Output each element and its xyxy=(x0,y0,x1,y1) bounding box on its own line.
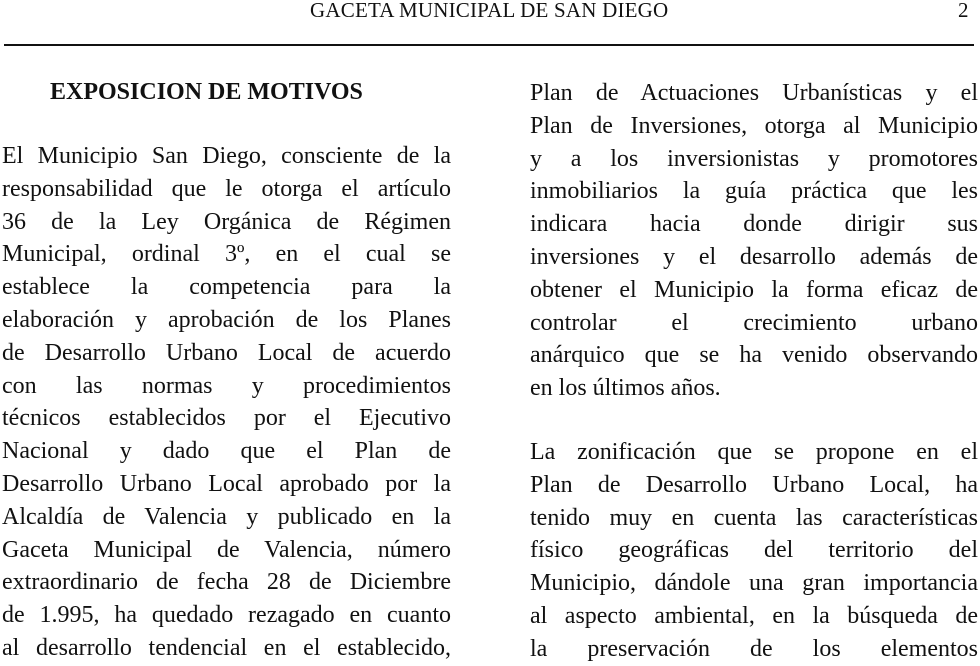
text-line: El Municipio San Diego, consciente de la xyxy=(2,143,451,169)
text-line: indicara hacia donde dirigir sus xyxy=(530,211,978,238)
gazette-title: GACETA MUNICIPAL DE SAN DIEGO xyxy=(310,0,669,22)
text-line: anárquico que se ha venido observando xyxy=(530,342,978,369)
text-line: con las normas y procedimientos xyxy=(2,372,451,399)
text-line: inversiones y el desarrollo además de xyxy=(530,243,978,270)
text-line: extraordinario de fecha 28 de Diciembre xyxy=(2,569,451,596)
text-line: la preservación de los elementos xyxy=(530,635,978,662)
text-line: en los últimos años. xyxy=(530,375,721,402)
text-line: Municipal, ordinal 3º, en el cual se xyxy=(2,241,451,268)
page-number: 2 xyxy=(958,0,969,22)
text-line: Plan de Actuaciones Urbanísticas y el xyxy=(530,80,978,106)
text-line: Gaceta Municipal de Valencia, número xyxy=(2,536,451,563)
text-line: físico geográficas del territorio del xyxy=(530,537,978,564)
text-line: establece la competencia para la xyxy=(2,274,451,301)
text-line: Plan de Inversiones, otorga al Municipio xyxy=(530,112,978,139)
text-line: 36 de la Ley Orgánica de Régimen xyxy=(2,208,451,235)
text-line: y a los inversionistas y promotores xyxy=(530,145,978,172)
text-line: obtener el Municipio la forma eficaz de xyxy=(530,276,978,303)
text-line: de Desarrollo Urbano Local de acuerdo xyxy=(2,339,451,366)
text-line: Alcaldía de Valencia y publicado en la xyxy=(2,503,451,530)
text-line: al desarrollo tendencial en el establecido, xyxy=(2,634,451,661)
paragraph-spacer xyxy=(530,405,978,436)
text-line: Municipio, dándole una gran importancia xyxy=(530,570,978,597)
paragraph xyxy=(530,77,978,405)
text-line: controlar el crecimiento urbano xyxy=(530,309,978,336)
header-divider xyxy=(4,44,974,46)
text-line: La zonificación que se propone en el xyxy=(530,438,978,465)
text-line: Plan de Desarrollo Urbano Local, ha xyxy=(530,471,978,498)
text-line: Nacional y dado que el Plan de xyxy=(2,438,451,465)
right-column xyxy=(530,77,978,666)
text-line: inmobiliarios la guía práctica que les xyxy=(530,178,978,205)
text-line: técnicos establecidos por el Ejecutivo xyxy=(2,405,451,432)
paragraph xyxy=(530,436,978,666)
text-line: responsabilidad que le otorga el artículo xyxy=(2,175,451,202)
text-line: tenido muy en cuenta las características xyxy=(530,504,978,531)
section-heading: EXPOSICION DE MOTIVOS xyxy=(50,79,363,105)
text-line: de 1.995, ha quedado rezagado en cuanto xyxy=(2,602,451,629)
text-line: elaboración y aprobación de los Planes xyxy=(2,306,451,333)
text-line: Desarrollo Urbano Local aprobado por la xyxy=(2,470,451,497)
text-line: al aspecto ambiental, en la búsqueda de xyxy=(530,602,978,629)
left-column xyxy=(2,140,451,665)
